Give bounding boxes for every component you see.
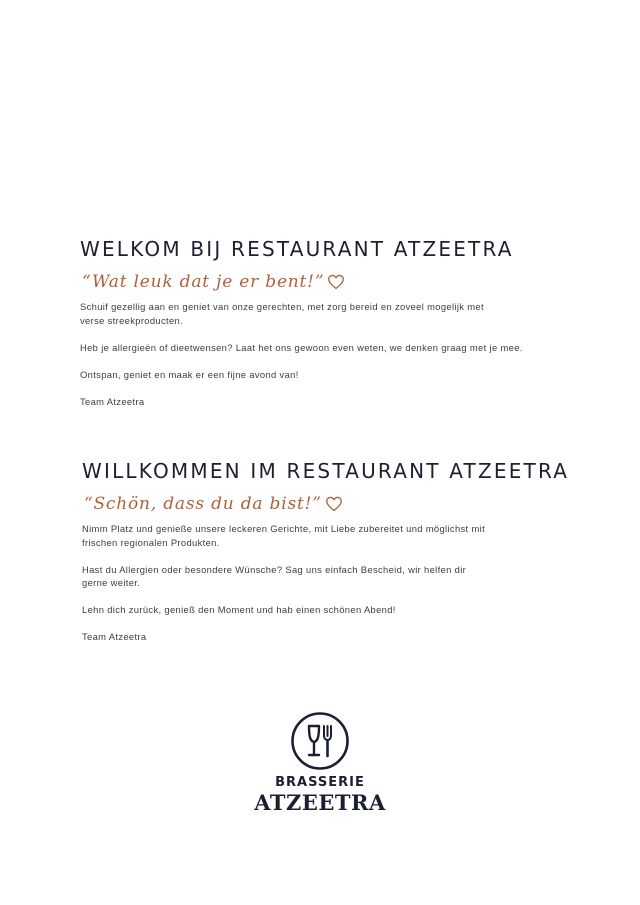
dutch-signature: Team Atzeetra — [80, 395, 145, 407]
welcome-section-german — [82, 458, 582, 657]
logo-brasserie-text: BRASSERIE — [275, 775, 365, 790]
logo-atzeetra-text: ATZEETRA — [254, 790, 386, 815]
dutch-tagline — [82, 270, 580, 294]
welcome-section-dutch — [80, 236, 580, 422]
heart-icon — [327, 274, 345, 290]
german-tagline — [84, 492, 582, 516]
german-body — [82, 522, 582, 644]
heart-icon — [325, 496, 343, 512]
brasserie-logo — [220, 711, 420, 815]
german-signature: Team Atzeetra — [82, 631, 147, 642]
dutch-tagline-text: “Wat leuk dat je er bent!” — [82, 272, 325, 292]
glass-fork-icon — [290, 711, 350, 771]
dutch-body — [80, 300, 580, 408]
german-paragraph-2: Hast du Allergien oder besondere Wünsche? Sag uns einfach Bescheid, wir helfen dir gerne weiter. — [82, 563, 467, 588]
german-paragraph-1: Nimm Platz und genieße unsere leckeren Gerichte, mit Liebe zubereitet und möglichst mit frischen regionalen Produkten. — [82, 523, 486, 548]
dutch-heading: WELKOM BIJ RESTAURANT ATZEETRA — [80, 237, 514, 261]
german-tagline-text: “Schön, dass du da bist!” — [84, 494, 322, 514]
german-paragraph-3: Lehn dich zurück, genieß den Moment und hab einen schönen Abend! — [82, 604, 396, 615]
dutch-paragraph-1: Schuif gezellig aan en geniet van onze gerechten, met zorg bereid en zoveel mogelijk met verse streekproducten. — [80, 301, 484, 326]
dutch-paragraph-2: Heb je allergieën of dieetwensen? Laat het ons gewoon even weten, we denken graag met je mee. — [80, 341, 523, 353]
dutch-paragraph-3: Ontspan, geniet en maak er een fijne avond van! — [80, 368, 299, 380]
german-heading: WILLKOMMEN IM RESTAURANT ATZEETRA — [82, 459, 570, 483]
